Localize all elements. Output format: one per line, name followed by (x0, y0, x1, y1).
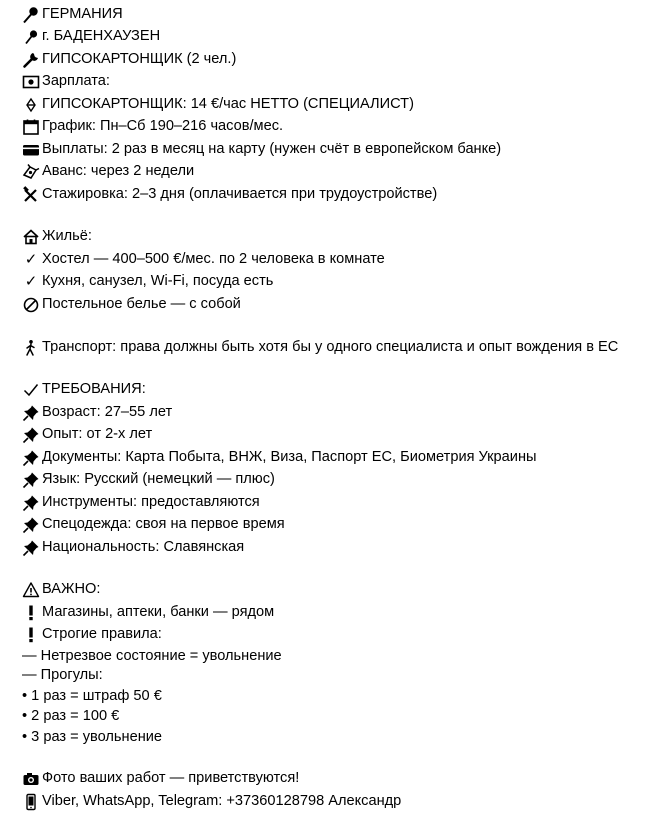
bedding-text: Постельное белье — с собой (42, 296, 241, 312)
sober-text: — Нетрезвое состояние = увольнение (22, 648, 282, 664)
calendar-icon (22, 118, 40, 136)
fine-text: • 3 раз = увольнение (22, 729, 163, 745)
fine-text: • 1 раз = штраф 50 € (22, 688, 162, 704)
transport-text: Транспорт: права должны быть хотя бы у одного специалиста и опыт вождения в ЕС (42, 339, 619, 355)
amenities-text: Кухня, санузел, Wi-Fi, посуда есть (42, 273, 274, 289)
important-title-line (22, 579, 100, 600)
person-walking-icon (22, 339, 40, 357)
schedule-text: График: Пн–Сб 190–216 часов/мес. (42, 118, 284, 134)
house-icon (22, 228, 40, 246)
pushpin-icon (22, 539, 40, 557)
requirement-item (22, 492, 260, 513)
salary-rate: ГИПСОКАРТОНЩИК: 14 €/час НЕТТО (СПЕЦИАЛИСТ) (42, 96, 414, 112)
wrench-icon (22, 51, 40, 69)
contacts-text: Viber, WhatsApp, Telegram: +37360128798 Александр (42, 793, 402, 809)
internship-line (22, 184, 437, 205)
exclamation-icon (22, 626, 40, 644)
advance-line (22, 161, 194, 182)
salary-rate-line (22, 94, 414, 115)
bedding-line (22, 294, 241, 315)
fine-item (22, 686, 162, 707)
check-mark-icon: ✓ (24, 272, 38, 290)
requirement-text: Документы: Карта Побыта, ВНЖ, Виза, Паспорт ЕС, Биометрия Украины (42, 449, 537, 465)
photos-text: Фото ваших работ — приветствуются! (42, 770, 300, 786)
hostel-text: Хостел — 400–500 €/мес. по 2 человека в комнате (42, 251, 385, 267)
requirement-item (22, 537, 244, 558)
payouts-text: Выплаты: 2 раз в месяц на карту (нужен счёт в европейском банке) (42, 141, 502, 157)
position-text: ГИПСОКАРТОНЩИК (2 чел.) (42, 51, 237, 67)
city-text: г. БАДЕНХАУЗЕН (42, 28, 161, 44)
important-title: ВАЖНО: (42, 581, 101, 597)
rules-line (22, 624, 162, 645)
round-pushpin-icon (22, 6, 40, 24)
housing-title-line (22, 226, 92, 247)
money-with-wings-icon (22, 163, 40, 181)
requirement-text: Язык: Русский (немецкий — плюс) (42, 471, 275, 487)
pushpin-icon (22, 471, 40, 489)
prohibited-icon (22, 296, 40, 314)
requirements-title-line (22, 379, 146, 400)
internship-text: Стажировка: 2–3 дня (оплачивается при трудоустройстве) (42, 186, 438, 202)
fine-text: • 2 раз = 100 € (22, 708, 120, 724)
requirement-text: Опыт: от 2-х лет (42, 426, 153, 442)
pushpin-icon (22, 404, 40, 422)
transport-line (22, 337, 618, 358)
contacts-line (22, 791, 401, 812)
schedule-line (22, 116, 283, 137)
photos-line (22, 768, 299, 789)
requirement-text: Национальность: Славянская (42, 539, 245, 555)
mobile-phone-icon (22, 793, 40, 811)
requirement-text: Инструменты: предоставляются (42, 494, 260, 510)
absences-text: — Прогулы: (22, 667, 103, 683)
salary-title-line (22, 71, 110, 92)
hammer-and-wrench-icon (22, 186, 40, 204)
sober-line (22, 646, 282, 667)
rules-text: Строгие правила: (42, 626, 162, 642)
exclamation-icon (22, 604, 40, 622)
requirement-item (22, 424, 152, 445)
small-diamond-icon (22, 96, 40, 114)
check-box-icon (22, 381, 40, 399)
payouts-line (22, 139, 501, 160)
requirement-item (22, 447, 537, 468)
city-line (22, 26, 160, 47)
pushpin-icon (22, 426, 40, 444)
country-text: ГЕРМАНИЯ (42, 6, 123, 22)
shops-text: Магазины, аптеки, банки — рядом (42, 604, 275, 620)
pushpin-icon (22, 449, 40, 467)
credit-card-icon (22, 141, 40, 159)
requirement-item (22, 514, 285, 535)
absences-line (22, 665, 103, 686)
fine-item (22, 706, 119, 727)
country-line (22, 4, 123, 25)
requirement-item (22, 469, 275, 490)
camera-icon (22, 770, 40, 788)
advance-text: Аванс: через 2 недели (42, 163, 195, 179)
salary-title: Зарплата: (42, 73, 110, 89)
pushpin-icon (22, 516, 40, 534)
banknote-icon (22, 73, 40, 91)
requirement-text: Возраст: 27–55 лет (42, 404, 173, 420)
position-line (22, 49, 236, 70)
requirement-text: Спецодежда: своя на первое время (42, 516, 285, 532)
round-pushpin-icon (22, 28, 40, 46)
warning-icon (22, 581, 40, 599)
hostel-line (22, 249, 385, 270)
pushpin-icon (22, 494, 40, 512)
requirement-item (22, 402, 172, 423)
shops-line (22, 602, 274, 623)
amenities-line (22, 271, 273, 292)
housing-title: Жильё: (42, 228, 92, 244)
requirements-title: ТРЕБОВАНИЯ: (42, 381, 146, 397)
fine-item (22, 727, 162, 748)
check-mark-icon: ✓ (24, 250, 38, 268)
